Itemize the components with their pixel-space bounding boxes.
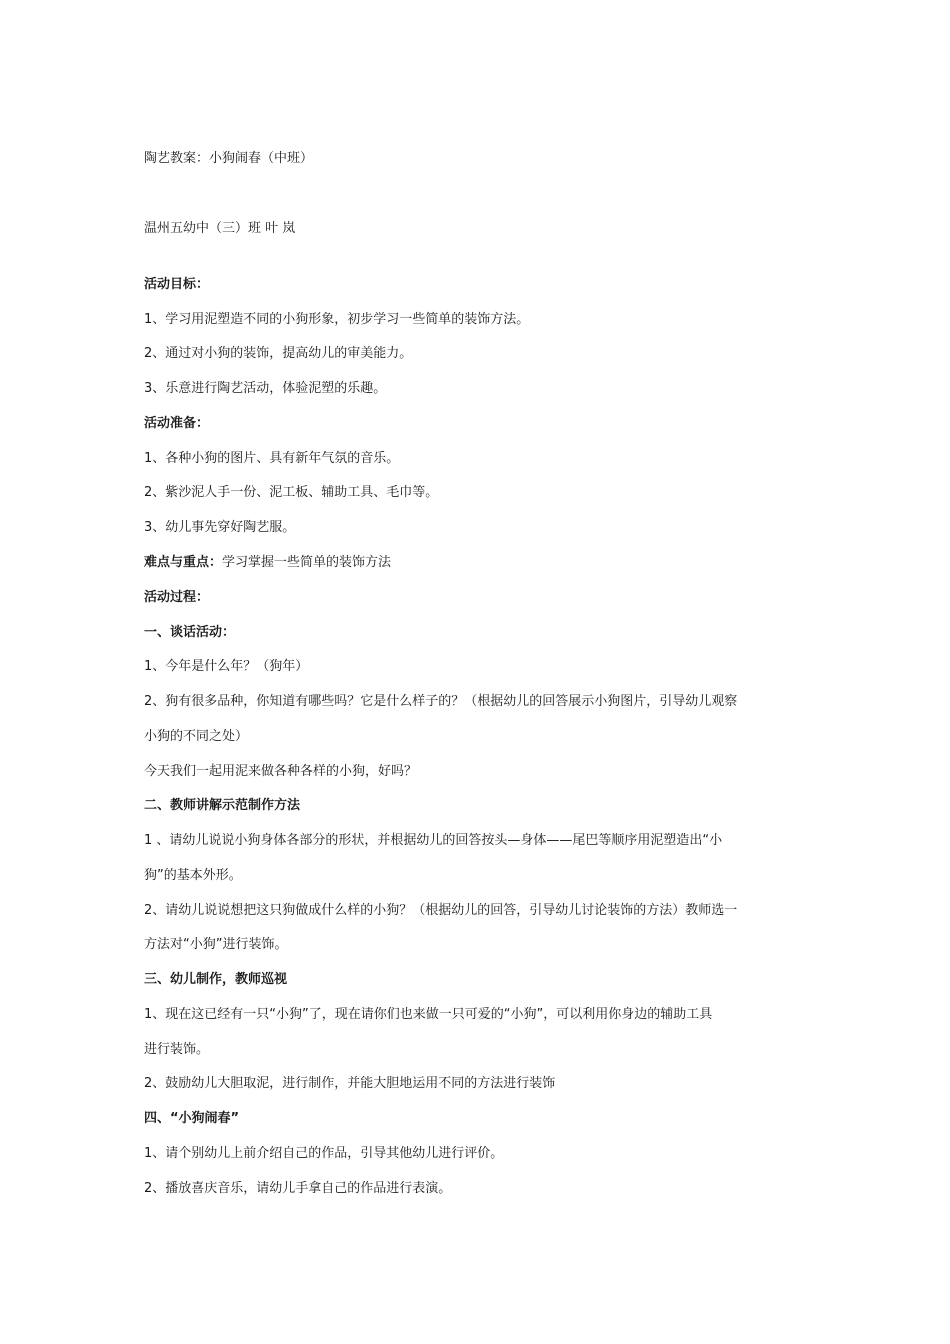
section-2-line: 狗”的基本外形。 — [144, 868, 242, 883]
section-2-line: 1 、请幼儿说说小狗身体各部分的形状，并根据幼儿的回答按头—身体——尾巴等顺序用泥塑造出“小 — [144, 833, 723, 848]
section-3-line: 2、鼓励幼儿大胆取泥，进行制作，并能大胆地运用不同的方法进行装饰 — [144, 1076, 556, 1091]
goals-heading: 活动目标： — [144, 277, 210, 292]
section-3-heading: 三、幼儿制作，教师巡视 — [144, 972, 288, 987]
section-4-heading: 四、“小狗闹春” — [144, 1111, 240, 1126]
section-2-heading: 二、教师讲解示范制作方法 — [144, 798, 301, 813]
key-points-text: 学习掌握一些简单的装饰方法 — [222, 555, 392, 570]
doc-author: 温州五幼中（三）班 叶 岚 — [144, 221, 296, 236]
key-points-label: 难点与重点： — [144, 555, 223, 570]
section-2-line: 方法对“小狗”进行装饰。 — [144, 937, 288, 952]
section-1-line: 1、今年是什么年？（狗年） — [144, 659, 309, 674]
section-3-line: 进行装饰。 — [144, 1042, 210, 1057]
doc-title: 陶艺教案：小狗闹春（中班） — [144, 151, 314, 166]
section-2-line: 2、请幼儿说说想把这只狗做成什么样的小狗？（根据幼儿的回答，引导幼儿讨论装饰的方法）教师选一 — [144, 903, 738, 918]
prep-item: 1、各种小狗的图片、具有新年气氛的音乐。 — [144, 451, 400, 466]
process-heading: 活动过程： — [144, 590, 210, 605]
section-1-line: 小狗的不同之处） — [144, 729, 249, 744]
section-1-line: 今天我们一起用泥来做各种各样的小狗，好吗？ — [144, 764, 418, 779]
section-4-line: 1、请个别幼儿上前介绍自己的作品，引导其他幼儿进行评价。 — [144, 1146, 504, 1161]
goal-item: 2、通过对小狗的装饰，提高幼儿的审美能力。 — [144, 346, 413, 361]
prep-item: 2、紫沙泥人手一份、泥工板、辅助工具、毛巾等。 — [144, 485, 439, 500]
section-4-line: 2、播放喜庆音乐，请幼儿手拿自己的作品进行表演。 — [144, 1181, 452, 1196]
goal-item: 1、学习用泥塑造不同的小狗形象，初步学习一些简单的装饰方法。 — [144, 312, 530, 327]
section-3-line: 1、现在这已经有一只“小狗”了，现在请你们也来做一只可爱的“小狗”，可以利用你身边的辅助工具 — [144, 1007, 713, 1022]
goal-item: 3、乐意进行陶艺活动，体验泥塑的乐趣。 — [144, 381, 387, 396]
key-points — [144, 554, 814, 572]
section-1-heading: 一、谈话活动： — [144, 625, 236, 640]
section-1-line: 2、狗有很多品种，你知道有哪些吗？它是什么样子的？（根据幼儿的回答展示小狗图片，引导幼儿观察 — [144, 694, 738, 709]
prep-item: 3、幼儿事先穿好陶艺服。 — [144, 520, 296, 535]
prep-heading: 活动准备： — [144, 416, 210, 431]
